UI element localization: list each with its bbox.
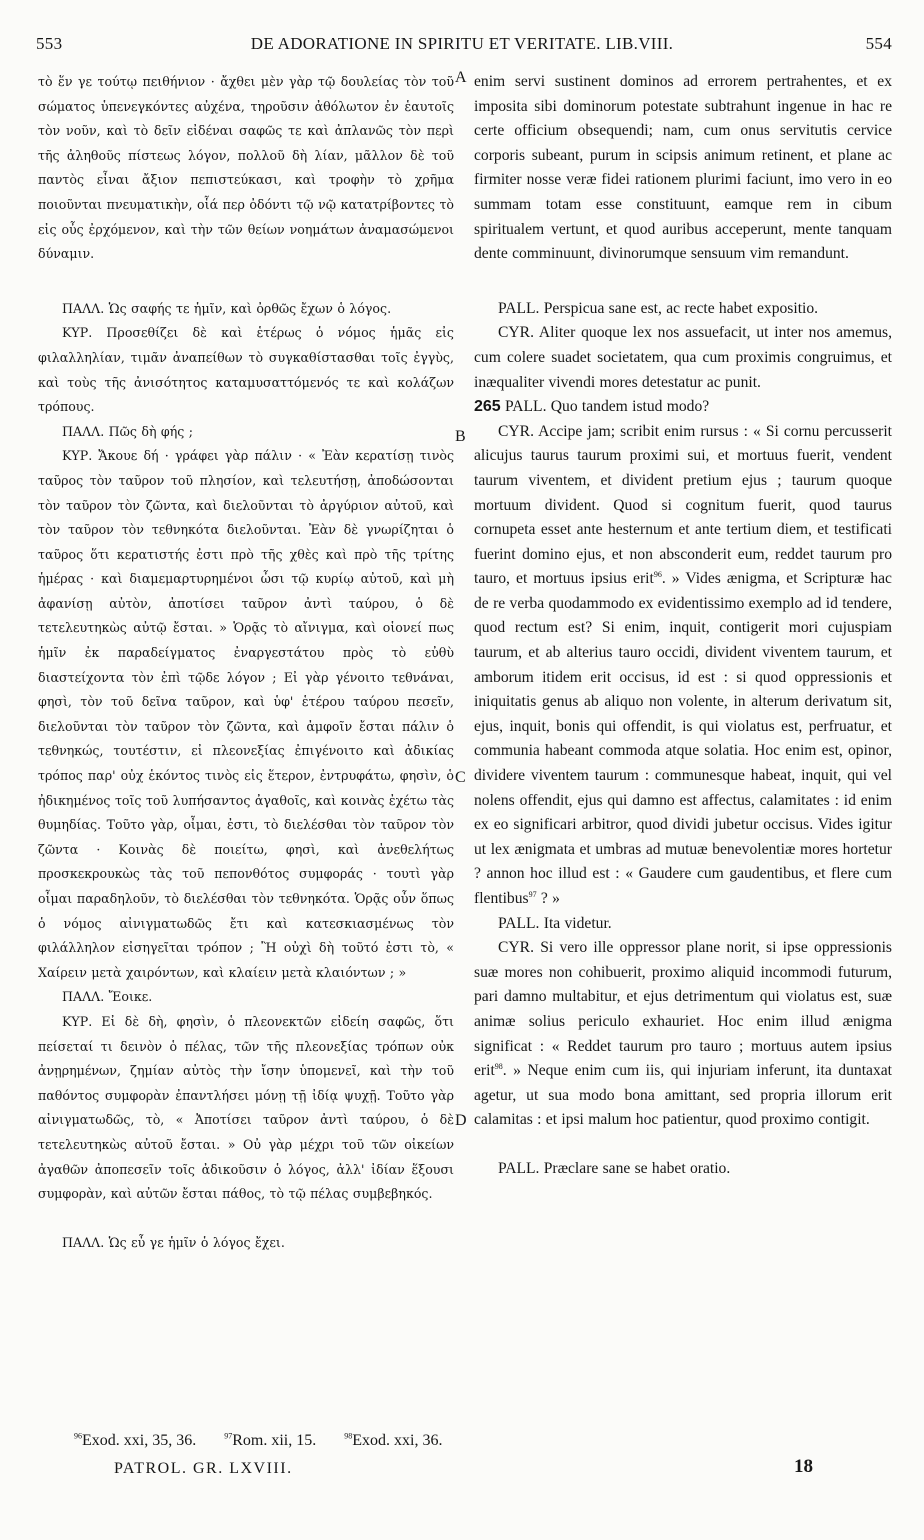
footnote-ref: 97 [528,889,537,899]
greek-paragraph: ΚΥΡ. Εἰ δὲ δὴ, φησὶν, ὁ πλεονεκτῶν εἰδείη σαφῶς, ὅτι πείσεταί τι δεινὸν ὁ πέλας, τῶν τῆς πλεονεξίας τρόπων οὐκ ἀνῃρημένων, ζημίαν αὐτὸς τὴν ἴσην ὑπομενεῖ, καὶ τὴν τοῦ παθόντος συμφορὰν ἐπαντλήσει μόνῃ τῇ ἰδίᾳ ψυχῇ. Τοῦτο γὰρ αἰνιγματωδῶς, τὸ, « Ἀποτίσει ταῦρον ἀντὶ ταύρου, ὁ δὲ τετελευτηκὼς αὐτοῦ ἔσται. » Οὐ γὰρ μέχρι τοῦ τῶν οἰκείων ἀγαθῶν ἀποπεσεῖν τοῖς ἀδικοῦσιν ὁ λόγος, ἀλλ' ἰδίαν ἕξουσι συμφορὰν, καὶ αὐτῶν ἔσται πάθος, τὸ τῷ πέλας συμβεβηκός. [38,1013,454,1202]
margin-letter: D [455,1112,467,1129]
running-header [32,34,892,58]
latin-paragraph: 265 PALL. Quo tandem istud modo? [474,398,710,416]
latin-paragraph: PALL. Ita videtur. [498,914,612,932]
latin-paragraph: enim servi sustinent dominos ad errorem pertrahentes, et ex imposita sibi dominorum potestate subtrahunt ingenue in hac re certe officium obsequendi; nam, cum onus servitutis cervice corporis subeant, purum in scipsis animum retinent, et plane ac firmiter nosse veræ fidei rationem plurimi faciunt, imo vero in eo summam totam esse constituunt, eamque rem in cibum spiritualem vertunt, et quod auribus acceperunt, mente tanquam dente comminuunt, divinorumque sensuum vim remandunt. [474,73,892,263]
greek-paragraph: ΚΥΡ. Ἄκουε δή · γράφει γὰρ πάλιν · « Ἐὰν κερατίσῃ τινὸς ταῦρος τὸν ταῦρον τοῦ πλησίον, καὶ τελευτήσῃ, ἀποδώσονται τὸν ταῦρον τὸν ζῶντα, καὶ διελοῦνται τὸ ἀργύριον αὐτοῦ, καὶ τὸν ταῦρον τὸν τεθνηκότα διελοῦνται. Ἐὰν δὲ γνωρίζηται ὁ ταῦρος ὅτι κερατιστής ἐστι πρὸ τῆς χθὲς καὶ πρὸ τῆς τρίτης ἡμέρας · καὶ διαμεμαρτυρημένοι ὦσι τῷ κυρίῳ αὐτοῦ, καὶ μὴ ἀφανίσῃ αὐτὸν, ἀποτίσει ταῦρον ἀντὶ ταύρου, ὁ δὲ τετελευτηκὼς αὐτῷ ἔσται. » Ὁρᾷς τὸ αἴνιγμα, καὶ οἱονεί πως ἡμῖν ἐκ παραδείγματος ἐναργεστάτου πρὸς τὸ εὐθὺ διαστείχοντα τὸν ἐπὶ τῷδε λόγον ; Εἰ γὰρ γένοιτο τεθνάναι, φησὶ, τὸν τοῦ δεῖνα ταῦρον, καὶ ὑφ' ἑτέρου ταύρου πεσεῖν, διελοῦνται τὸν ταῦρον τὸν ζῶντα, καὶ ἀμφοῖν ἔσται πάλιν ὁ τεθνηκώς, τουτέστιν, εἰ πλεονεξίας ἐπιγένοιτο καὶ ἀδικίας τρόπος παρ' οὐχ ἑκόντος τινὸς εἰς ἕτερον, ἐντρυφάτω, φησὶν, ὁ ἠδικημένος τοῖς τοῦ λυπήσαντος ἀγαθοῖς, καὶ κοινὰς ἐχέτω τὰς θυμηδίας. Τοῦτο γὰρ, οἶμαι, ἐστι, τὸ διελέσθαι τὸν ταῦρον τὸν ζῶντα · Κοινὰς δὲ ποιείτω, φησὶ, καὶ ἀνεθελήτως προσκεκρουκὼς τὰς τοῦ πεπονθότος συμφοράς · τουτὶ γὰρ οἶμαι παραδηλοῦν, τὸ διελέσθαι τὸν τεθνηκότα. Ὁρᾷς οὖν ὅπως ὁ νόμος αἰνιγματωδῶς ἔτι καὶ κατεσκιασμένως τὸν φιλάλληλον εἰσηγεῖται τρόπον ; Ἢ οὐχὶ δὴ τοῦτό ἐστι τὸ, « Χαίρειν μετὰ χαιρόντων, καὶ κλαίειν μετὰ κλαιόντων ; » [38,448,454,980]
greek-paragraph: ΠΑΛΛ. Πῶς δὴ φής ; [62,423,193,439]
footnotes [74,1432,854,1450]
greek-paragraph: τὸ ἕν γε τούτῳ πειθήνιον · ἄχθει μὲν γὰρ τῷ δουλείας τὸν τοῦ σώματος ὑπενεγκόντες αὐχένα, τηροῦσιν ἀθόλωτον ἐν ἑαυτοῖς τὸν νοῦν, καὶ τὸ δεῖν εἰδέναι σαφῶς τε καὶ ἀπλανῶς τὸν περὶ τῆς ἀληθοῦς πίστεως λόγον, πολλοῦ δὴ λίαν, μᾶλλον δὲ τοῦ παντὸς εἶναι ἄξιον πεπιστεύκασι, καὶ τροφὴν τὸ χρῆμα ποιοῦνται πνευματικὴν, οἷά περ ὀδόντι τῷ νῷ κατατρίβοντες τὸ εἰς οὖς ἐρχόμενον, καὶ τὴν τῶν θείων νοημάτων ἀναμασώμενοι δύναμιν. [38,74,454,262]
greek-column [38,70,454,1255]
signature-number: 18 [794,1456,813,1477]
margin-letter: C [455,769,466,786]
section-number: 265 [474,398,501,416]
latin-paragraph: CYR. Aliter quoque lex nos assuefacit, ut inter nos amemus, cum colere suadet societatem, qua cum proximis congruimus, et inæqualiter vivendi mores detestatur ac punit. [474,324,892,391]
page-number-left: 553 [36,34,63,53]
page-number-right: 554 [865,34,892,53]
footnote-ref: 96 [653,570,662,580]
greek-paragraph: ΠΑΛΛ. Ὡς εὖ γε ἡμῖν ὁ λόγος ἔχει. [62,1234,285,1250]
footnote-ref: 98 [494,1061,503,1071]
latin-paragraph: PALL. Perspicua sane est, ac recte habet expositio. [498,299,819,317]
latin-paragraph: CYR. Accipe jam; scribit enim rursus : « Si cornu percusserit alicujus taurus taurum proximi sui, et mortuus fuerit, vendent taurum viventem, et divident pretium ejus ; taurum quoque mortuum divident. Quod si cognitum fuerit, quod taurus cornupeta esset ante hesternum et ante tertium diem, et testificati fuerint domino ejus, et non absconderit eum, reddet taurum pro tauro, et mortuus ipsius erit$^{96}$. » Vides ænigma, et Scripturæ hac de re verba quodammodo ex evidentissimo exemplo ad id tendere, quod rectum est? Si enim, inquit, contigerit mori cujuspiam taurum, et ab alterius tauro occidi, divident viventem taurum, et amborum itidem erit occisus, id est : si quod oppressionis et iniquitatis genus ab aliquo non volente, in alterum derivatum sit, ejus, inquit, bonis qui offendit, is qui violatus est, perfruatur, et communia habeant commoda atque solatia. Hoc enim est, opinor, dividere viventem taurum : communesque habeat, inquit, qui vel nolens offendit, ejus qui damno est affectus, calamitates : id enim ex eo significari arbitror, quod dividi jubetur occisus. Vides igitur ut lex ænigmata et umbras ad mutuæ benevolentiæ mores hortetur ? annon hoc illud est : « Gaudere cum gaudentibus, et flere cum flentibus$^{97}$ ? » [474,422,892,907]
running-title: DE ADORATIONE IN SPIRITU ET VERITATE. LIB.VIII. [250,34,674,53]
footnote: $^{97}$Rom. xii, 15. [224,1431,317,1449]
greek-paragraph: ΠΑΛΛ. Ἔοικε. [62,989,153,1005]
margin-letter: A [455,69,467,86]
footer-volume: PATROL. GR. LXVIII. [114,1460,293,1477]
greek-paragraph: ΠΑΛΛ. Ὡς σαφής τε ἡμῖν, καὶ ὀρθῶς ἔχων ὁ λόγος. [62,300,392,316]
greek-paragraph: ΚΥΡ. Προσεθίζει δὲ καὶ ἑτέρως ὁ νόμος ἡμᾶς εἰς φιλαλληλίαν, τιμᾶν ἀναπείθων τὸ συγκαθίστασθαι τοῖς ἐγγὺς, καὶ τοὺς τῆς ἀνισότητος καταμυσαττόμενός τε καὶ κολάζων τρόπους. [38,325,454,415]
footnote: $^{98}$Exod. xxi, 36. [344,1431,443,1449]
margin-letter: B [455,428,466,445]
latin-paragraph: PALL. Præclare sane se habet oratio. [498,1159,731,1177]
latin-paragraph: CYR. Si vero ille oppressor plane norit, si ipse oppressionis suæ mores non cohibuerit, proximo aliquid incommodi futurum, pari damno multabitur, et ejus detrimentum qui violatus est, suæ animæ solius periculo exhauriet. Hoc enim illud ænigma significat : « Reddet taurum pro tauro ; mortuus autem ipsius erit$^{98}$. » Neque enim cum iis, qui injuriam inferunt, ita duntaxat agetur, ut sua modo bona amittant, sed propria illorum erit calamitas : et ipsi malum hoc patientur, quod proximo contigit. [474,939,892,1129]
footnote: $^{96}$Exod. xxi, 35, 36. [74,1431,197,1449]
latin-column [474,70,892,1182]
